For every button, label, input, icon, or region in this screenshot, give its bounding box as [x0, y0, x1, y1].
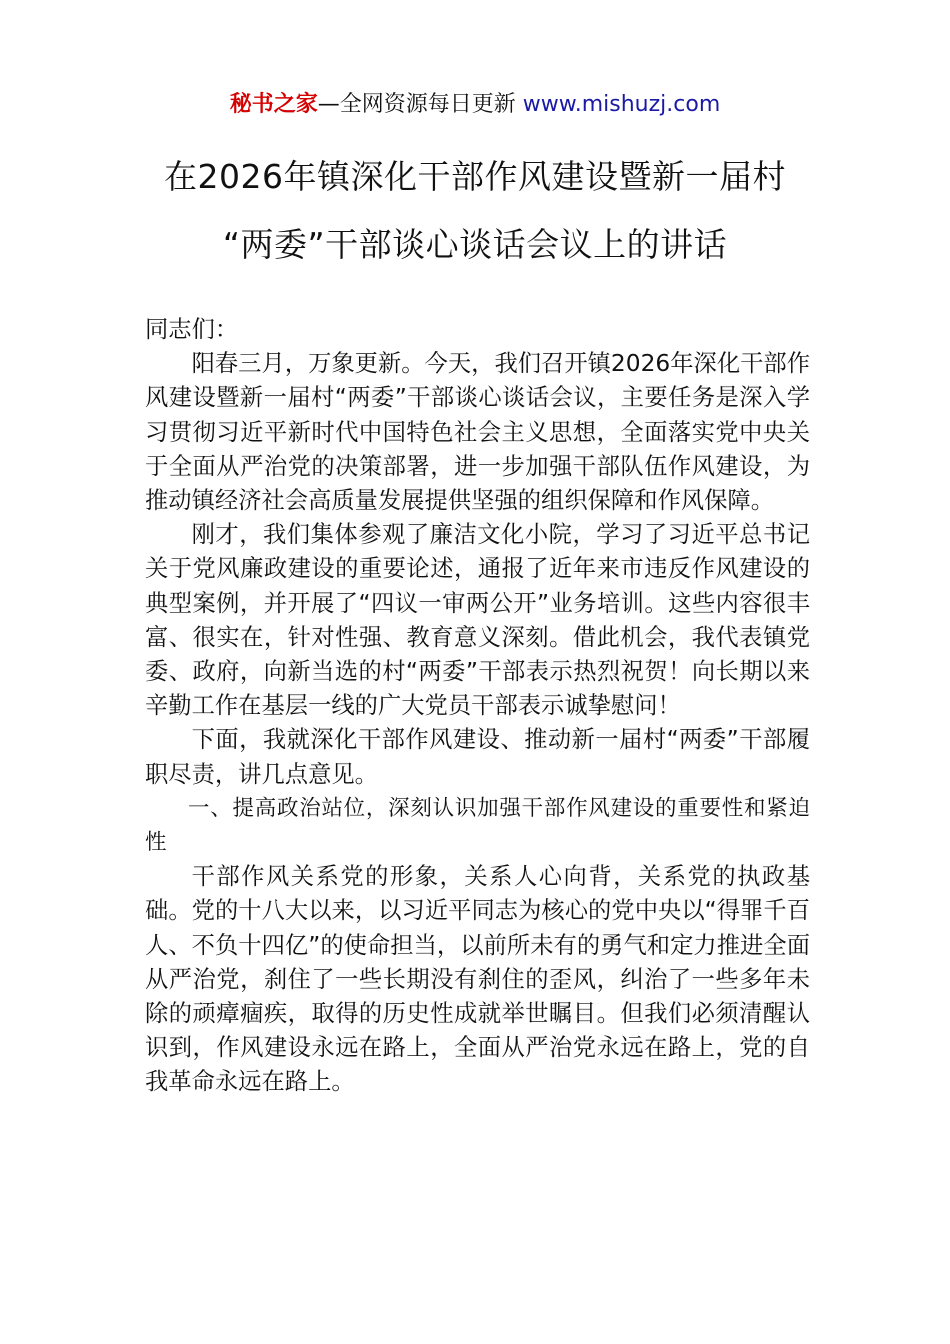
salutation: 同志们：: [145, 316, 239, 343]
site-url-link[interactable]: www.mishuzj.com: [522, 92, 721, 117]
body-paragraph: 下面，我就深化干部作风建设、推动新一届村“两委”干部履职尽责，讲几点意见。: [145, 726, 810, 788]
body-paragraph: 干部作风关系党的形象，关系人心向背，关系党的执政基础。党的十八大以来，以习近平同志为核心的党中央以“得罪千百人、不负十四亿”的使命担当，以前所未有的勇气和定力推进全面从严治党，刹住了一些长期没有刹住的歪风，纠治了一些多年未除的顽瘴痼疾，取得的历史性成就举世瞩目。但我们必须清醒认识到，作风建设永远在路上，全面从严治党永远在路上，党的自我革命永远在路上。: [145, 863, 810, 1096]
brand-name: 秘书之家: [229, 92, 318, 117]
document-title-line-2: “两委”干部谈心谈话会议上的讲话: [222, 225, 728, 264]
header-slogan: —全网资源每日更新: [317, 92, 523, 117]
body-paragraph: 刚才，我们集体参观了廉洁文化小院，学习了习近平总书记关于党风廉政建设的重要论述，通报了近年来市违反作风建设的典型案例，并开展了“四议一审两公开”业务培训。这些内容很丰富、很实在，针对性强、教育意义深刻。借此机会，我代表镇党委、政府，向新当选的村“两委”干部表示热烈祝贺！向长期以来辛勤工作在基层一线的广大党员干部表示诚挚慰问！: [145, 521, 810, 720]
body-paragraph: 阳春三月，万象更新。今天，我们召开镇2026年深化干部作风建设暨新一届村“两委”干部谈心谈话会议，主要任务是深入学习贯彻习近平新时代中国特色社会主义思想，全面落实党中央关于全面从严治党的决策部署，进一步加强干部队伍作风建设，为推动镇经济社会高质量发展提供坚强的组织保障和作风保障。: [145, 350, 811, 515]
site-header: [0, 88, 950, 122]
document-title-line-1: 在2026年镇深化干部作风建设暨新一届村: [164, 157, 786, 196]
section-heading: 一、提高政治站位，深刻认识加强干部作风建设的重要性和紧迫性: [145, 795, 810, 856]
document-body: [145, 313, 810, 1100]
